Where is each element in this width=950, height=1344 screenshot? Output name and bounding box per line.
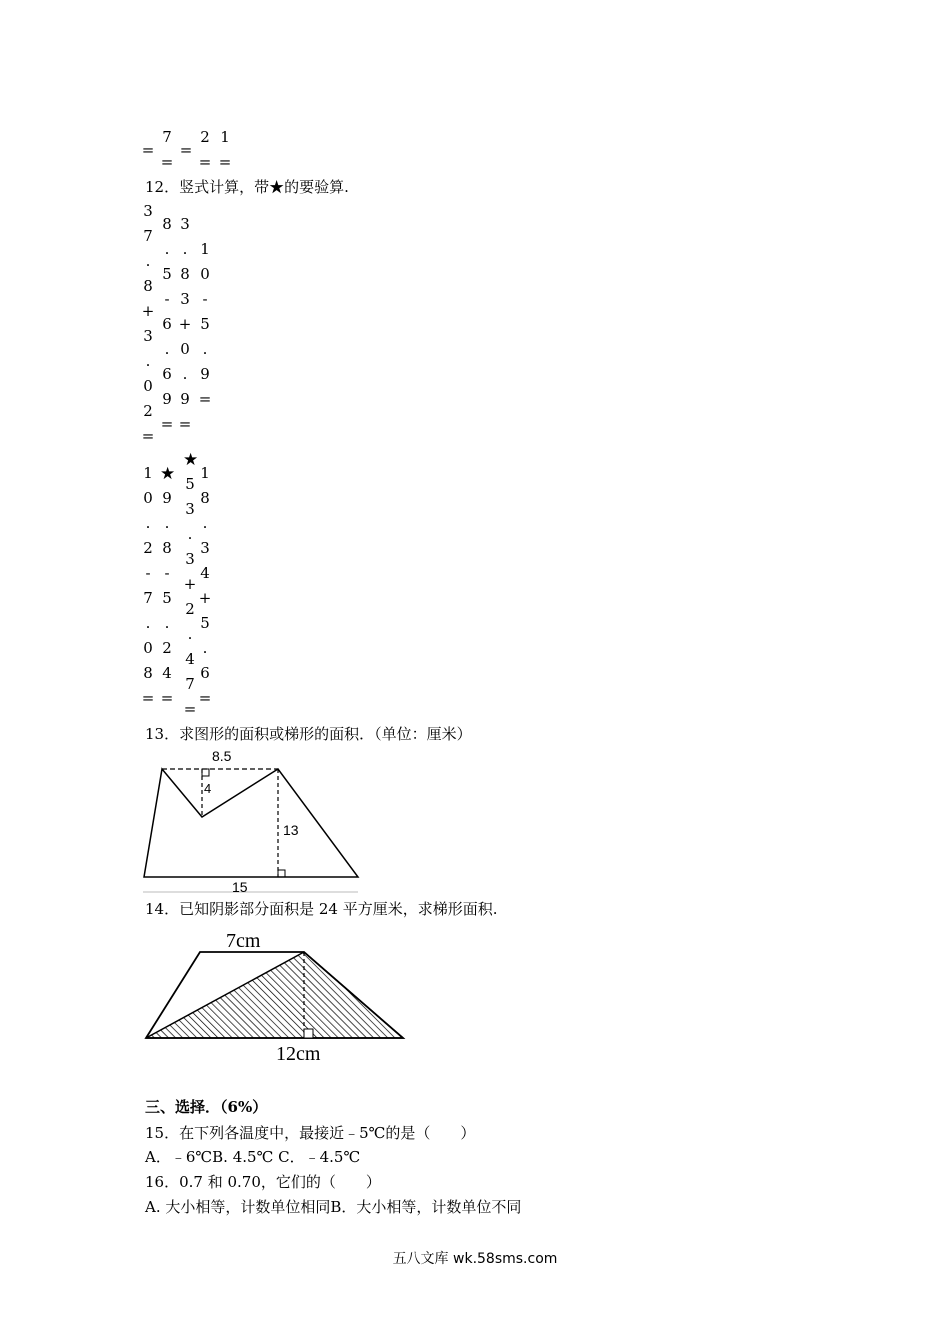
column-char: 8 xyxy=(143,664,153,682)
column-char: . xyxy=(145,514,151,532)
column-char: 5 xyxy=(200,614,210,632)
column-char: 9 xyxy=(162,390,172,408)
q16-options: A. 大小相等，计数单位相同B．大小相等，计数单位不同 xyxy=(145,1198,522,1216)
column-char: . xyxy=(182,365,188,383)
column-char: 0 xyxy=(143,489,153,507)
column-char: = xyxy=(183,700,197,718)
column-char: 5 xyxy=(200,315,210,333)
column-char: 1 xyxy=(200,464,210,482)
column-char: 2 xyxy=(143,539,153,557)
column-char: . xyxy=(182,240,188,258)
column-char: 3 xyxy=(143,202,153,220)
q14-title: 14．已知阴影部分面积是 24 平方厘米，求梯形面积. xyxy=(145,900,498,918)
column-char: - xyxy=(164,290,170,308)
column-char: . xyxy=(145,352,151,370)
top-digit: 2 xyxy=(200,128,210,146)
check-star-icon: ★ xyxy=(183,450,199,470)
check-star-icon: ★ xyxy=(160,464,176,484)
column-char: . xyxy=(164,340,170,358)
column-char: 3 xyxy=(200,539,210,557)
q16-question: 16．0.7 和 0.70，它们的（ ） xyxy=(145,1173,381,1191)
column-char: 3 xyxy=(143,327,153,345)
column-char: . xyxy=(164,240,170,258)
column-char: = xyxy=(198,689,212,707)
column-char: . xyxy=(164,514,170,532)
top-equals: = xyxy=(198,153,212,171)
column-char: . xyxy=(202,639,208,657)
q13-label-bottom: 15 xyxy=(232,879,248,895)
q13-label-inner: 4 xyxy=(204,781,212,796)
column-char: + xyxy=(198,589,212,607)
column-char: = xyxy=(198,390,212,408)
column-char: . xyxy=(202,514,208,532)
column-char: 0 xyxy=(180,340,190,358)
q14-figure xyxy=(140,925,410,1065)
column-char: + xyxy=(141,302,155,320)
column-char: 2 xyxy=(185,600,195,618)
column-char: 9 xyxy=(162,489,172,507)
column-char: = xyxy=(141,689,155,707)
column-char: 3 xyxy=(185,500,195,518)
column-char: = xyxy=(141,427,155,445)
column-char: - xyxy=(145,564,151,582)
column-char: 8 xyxy=(162,539,172,557)
column-char: 2 xyxy=(162,639,172,657)
q14-label-bottom: 12cm xyxy=(276,1043,321,1065)
q13-label-height: 13 xyxy=(283,822,299,838)
column-char: 8 xyxy=(180,265,190,283)
q14-label-top: 7cm xyxy=(226,930,261,952)
column-char: 4 xyxy=(200,564,210,582)
column-char: 5 xyxy=(162,265,172,283)
column-char: 0 xyxy=(143,639,153,657)
section3-title: 三、选择．（6%） xyxy=(145,1098,268,1116)
top-equals: = xyxy=(218,153,232,171)
column-char: 9 xyxy=(200,365,210,383)
q13-label-top: 8.5 xyxy=(212,748,232,764)
column-char: . xyxy=(145,614,151,632)
footer-watermark: 五八文库 wk.58sms.com xyxy=(392,1251,558,1267)
column-char: 3 xyxy=(185,550,195,568)
column-char: 1 xyxy=(143,464,153,482)
column-char: 3 xyxy=(180,215,190,233)
column-char: 2 xyxy=(143,402,153,420)
column-char: 0 xyxy=(200,265,210,283)
column-char: 6 xyxy=(162,365,172,383)
column-char: . xyxy=(187,625,193,643)
column-char: 7 xyxy=(143,227,153,245)
top-equals: = xyxy=(141,141,155,159)
q15-question: 15．在下列各温度中，最接近﹣5℃的是（ ） xyxy=(145,1124,476,1142)
top-equals: = xyxy=(179,141,193,159)
column-char: - xyxy=(202,290,208,308)
column-char: 8 xyxy=(162,215,172,233)
q12-title: 12．竖式计算，带★的要验算. xyxy=(145,178,349,196)
column-char: . xyxy=(187,525,193,543)
column-char: 4 xyxy=(162,664,172,682)
column-char: . xyxy=(145,252,151,270)
column-char: . xyxy=(202,340,208,358)
column-char: = xyxy=(160,415,174,433)
column-char: 3 xyxy=(180,290,190,308)
column-char: + xyxy=(183,575,197,593)
column-char: 6 xyxy=(162,315,172,333)
top-digit: 7 xyxy=(162,128,172,146)
column-char: 0 xyxy=(143,377,153,395)
column-char: 1 xyxy=(200,240,210,258)
column-char: 5 xyxy=(185,475,195,493)
column-char: 7 xyxy=(185,675,195,693)
column-char: 7 xyxy=(143,589,153,607)
column-char: = xyxy=(178,415,192,433)
column-char: . xyxy=(164,614,170,632)
column-char: + xyxy=(178,315,192,333)
top-digit: 1 xyxy=(220,128,230,146)
column-char: 8 xyxy=(143,277,153,295)
column-char: 8 xyxy=(200,489,210,507)
column-char: 5 xyxy=(162,589,172,607)
q13-title: 13．求图形的面积或梯形的面积．（单位：厘米） xyxy=(145,725,472,743)
top-equals: = xyxy=(160,153,174,171)
column-char: 9 xyxy=(180,390,190,408)
q15-options: A．﹣6℃B. 4.5℃ C．﹣4.5℃ xyxy=(145,1148,361,1166)
q13-figure xyxy=(140,745,365,895)
column-char: 6 xyxy=(200,664,210,682)
column-char: - xyxy=(164,564,170,582)
column-char: = xyxy=(160,689,174,707)
column-char: 4 xyxy=(185,650,195,668)
